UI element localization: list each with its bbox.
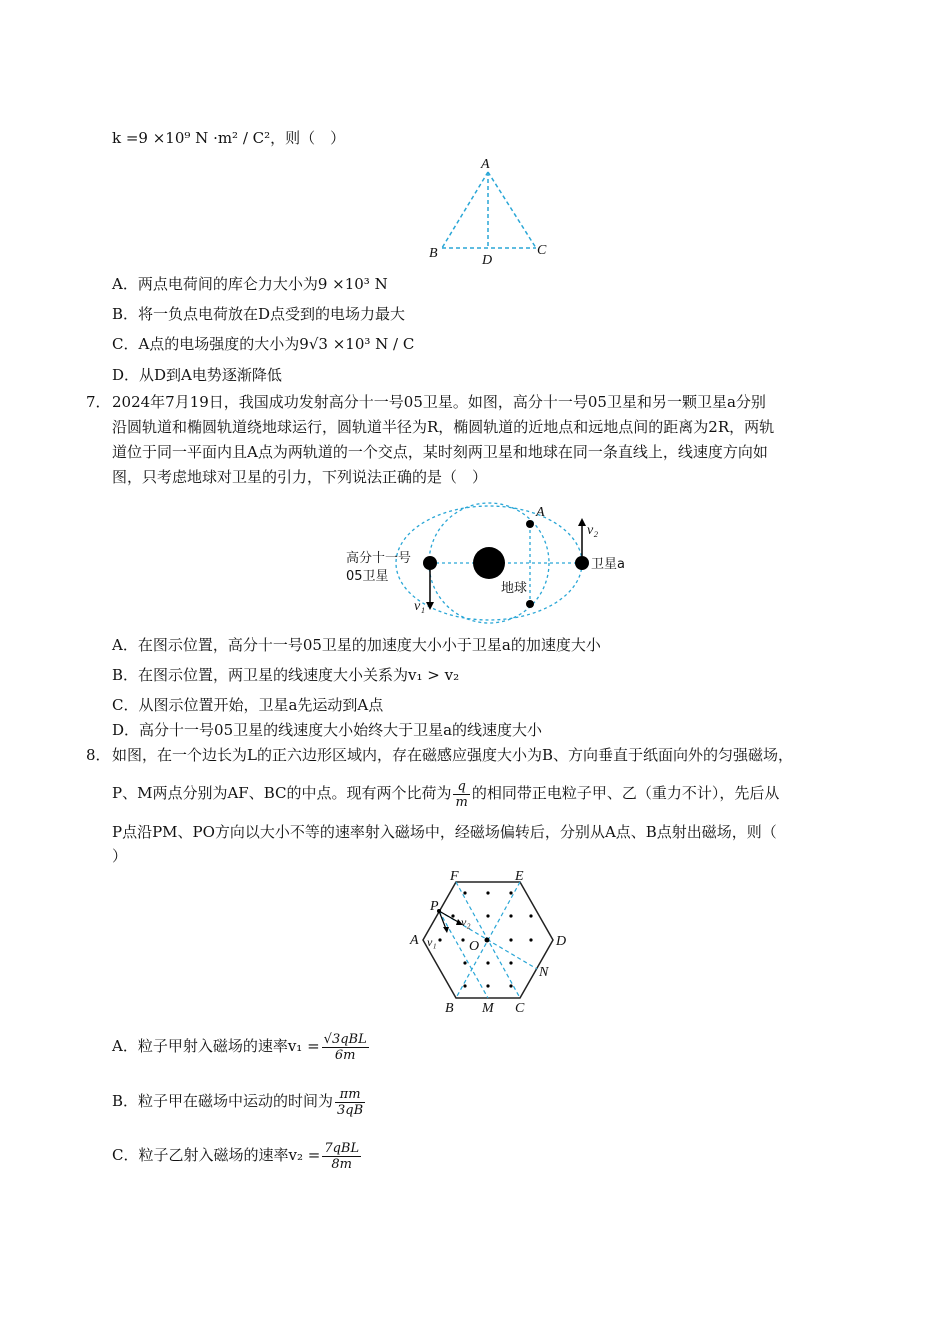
q7-stem-line-2: 沿圆轨道和椭圆轨道绕地球运行，圆轨道半径为R，椭圆轨道的近地点和远地点间的距离为2R，两轨 (112, 418, 775, 436)
q8-option-b: B．粒子甲在磁场中运动的时间为 $\frac{\pi m}{3qB}$ (112, 1086, 364, 1118)
q7-option-b: B．在图示位置，两卫星的线速度大小关系为v₁ > v₂ (112, 666, 460, 684)
label-b: B (429, 246, 438, 261)
q6-option-a: A．两点电荷间的库仑力大小为9 ×10³ N (112, 275, 388, 293)
q7-stem-line-3: 道位于同一平面内且A点为两轨道的一个交点，某时刻两卫星和地球在同一条直线上，线速度方向如 (112, 443, 768, 461)
q7-stem-line-4: 图，只考虑地球对卫星的引力，下列说法正确的是（ ） (112, 468, 488, 486)
q6-option-c: C．A点的电场强度的大小为9√3 ×10³ N / C (112, 335, 415, 353)
q8-stem-line-2 (112, 775, 779, 811)
label-v1: v₁ (414, 599, 426, 614)
label-05: 05卫星 (346, 569, 389, 584)
label-satellite-a: 卫星a (591, 557, 625, 572)
label-p: P (430, 899, 439, 914)
label-point-a: A (536, 505, 545, 520)
q7-option-a: A．在图示位置，高分十一号05卫星的加速度大小小于卫星a的加速度大小 (112, 636, 601, 654)
q6-constant-line: k =9 ×10⁹ N ·m² / C²，则（ ） (112, 129, 346, 147)
label-b: B (445, 1001, 454, 1016)
label-c: C (537, 243, 547, 258)
label-earth: 地球 (501, 581, 528, 596)
label-c: C (515, 1001, 525, 1016)
earth (473, 547, 505, 579)
q8-hexagon-figure (405, 866, 575, 1016)
label-m: M (482, 1001, 494, 1016)
q8-stem-line-1: 如图，在一个边长为L的正六边形区域内，存在磁感应强度大小为B、方向垂直于纸面向外的匀强磁场， (112, 746, 793, 764)
q8-stem-line-2a: P、M两点分别为AF、BC的中点。现有两个比荷为 (112, 784, 452, 802)
label-n: N (539, 965, 549, 980)
q8-option-a: A．粒子甲射入磁场的速率v₁ = $\frac{\text{√3qBL}}{6m}$ (112, 1031, 367, 1063)
q8-stem-line-2b: 的相同带正电粒子甲、乙（重力不计），先后从 (471, 784, 780, 802)
q8-stem-line-3: P点沿PM、PO方向以大小不等的速率射入磁场中，经磁场偏转后，分别从A点、B点射出磁场，则（ (112, 823, 777, 841)
label-e: E (515, 869, 524, 884)
label-v2: v₂ (461, 915, 471, 929)
satellite-a (575, 556, 589, 570)
label-d: D (556, 934, 567, 949)
q7-option-d: D．高分十一号05卫星的线速度大小始终大于卫星a的线速度大小 (112, 721, 543, 739)
q6-option-b: B．将一负点电荷放在D点受到的电场力最大 (112, 305, 406, 323)
label-v2: v₂ (587, 523, 599, 538)
label-a: A (410, 933, 419, 948)
label-o: O (469, 939, 480, 954)
q6-triangle-figure (420, 150, 560, 270)
satellite-05 (423, 556, 437, 570)
label-a: A (481, 157, 490, 172)
q8-charge-ratio: $\frac{q}{m}$ (455, 778, 468, 810)
q7-option-c: C．从图示位置开始，卫星a先运动到A点 (112, 696, 384, 714)
label-d: D (482, 253, 493, 268)
label-gaofen: 高分十一号 (346, 551, 412, 566)
q6-option-d: D．从D到A电势逐渐降低 (112, 366, 282, 384)
q7-number: 7． (86, 393, 111, 411)
label-f: F (450, 869, 459, 884)
q8-option-c: C．粒子乙射入磁场的速率v₂ = $\frac{\text{7qBL}}{8m}$ (112, 1140, 360, 1172)
q8-stem-line-4: ） (112, 847, 128, 865)
q8-number: 8． (86, 746, 111, 764)
q7-stem-line-1: 2024年7月19日，我国成功发射高分十一号05卫星。如图，高分十一号05卫星和另一颗卫星a分别 (112, 393, 766, 411)
label-v1: v₁ (427, 935, 437, 949)
q7-orbit-figure (340, 500, 640, 625)
